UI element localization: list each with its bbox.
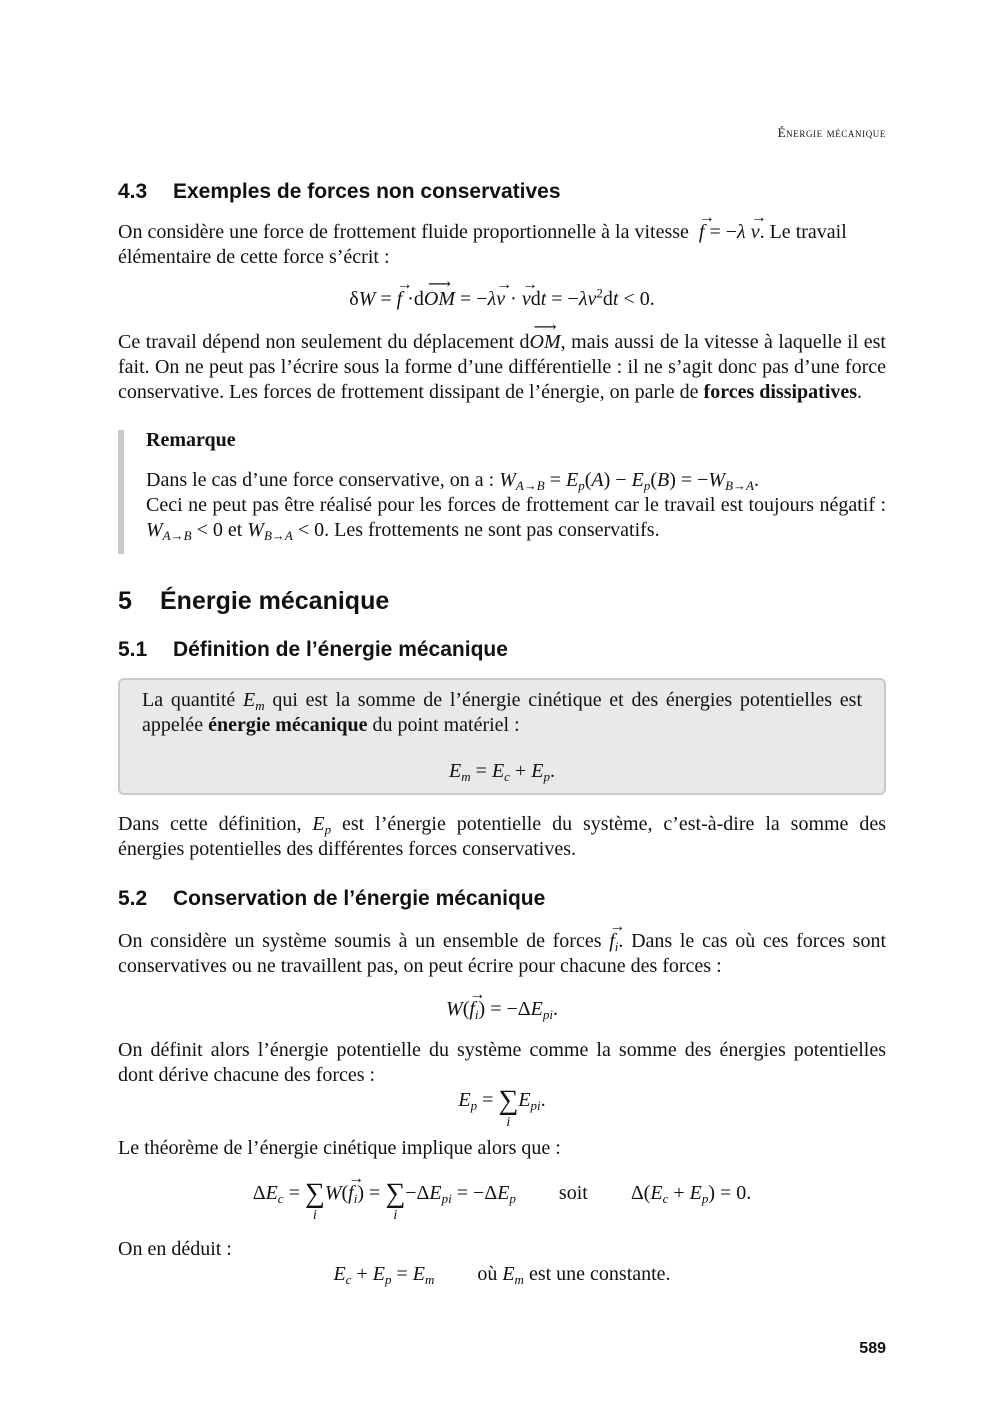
remark-tail-text: . Les frottements ne sont pas conservatifs. [324, 519, 660, 541]
mechanical-energy-term: énergie mécanique [208, 714, 368, 736]
remark-line1 [146, 468, 886, 493]
definition-box [118, 678, 886, 795]
definition-text-end: du point matériel : [372, 714, 520, 736]
section-5-1-title: Définition de l’énergie mécanique [173, 638, 508, 661]
followup-rest: est l’énergie potentielle du système, c’est-à-dire la somme des énergies potentielles des différentes forces conservatives. [118, 813, 887, 860]
paragraph-end: . [857, 381, 863, 403]
displacement-vector: ⟶ OM [530, 330, 561, 355]
non-conservative-paragraph [118, 330, 886, 405]
definition-text-mid: qui est la somme de l’énergie cinétique et des énergies potentielles est appelée [142, 689, 862, 736]
dissipative-forces-term: forces dissipatives [703, 381, 858, 403]
conservation-formula: $E_c + E_p = E_m$ où $E_m$ est une constante. [333, 1263, 671, 1287]
remark-line1-text: Dans le cas d’une force conservative, on a : [146, 469, 495, 491]
intro-text: On considère une force de frottement fluide proportionnelle à la vitesse [118, 221, 689, 243]
section-5-number: 5 [118, 587, 132, 615]
definition-text [142, 688, 862, 738]
elementary-work-formula: δW = → f ·d⟶ OM = −λ→ v · → vdt = $-\lambda v^2dt < 0$. [118, 287, 886, 312]
section-5-1-number: 5.1 [118, 638, 148, 661]
em-symbol: $E_m$ [242, 689, 265, 713]
kinetic-energy-theorem-formula: $\Delta E_c$ = ∑ i $W(\to f_i)$ = ∑ i $-\Delta E_{pi} = -\Delta E_p$ soit $\Delta(E_c + E_p) = 0$. [118, 1181, 886, 1206]
paragraph-text-start: Ce travail dépend non seulement du déplacement d [118, 331, 530, 353]
forces-paragraph-rest: . Dans le cas où ces forces sont conservatives ou ne travaillent pas, on peut écrire pour chacune des forces : [118, 930, 887, 977]
negative-work-formula-2: $W_{B\to A} < 0$ [247, 519, 325, 543]
remark-block [118, 430, 886, 554]
intro-trail: . Le travail [759, 221, 847, 243]
potential-energy-paragraph: On définit alors l’énergie potentielle du système comme la somme des énergies potentielles dont dérive chacune des forces : [118, 1039, 886, 1086]
conservative-work-formula: $W_{A\to B} = E_p(A) - E_p(B) = -W_{B\to A}$. [499, 469, 759, 493]
section-5-title: Énergie mécanique [160, 587, 390, 615]
constant-text: est une constante. [528, 1263, 671, 1285]
soit-word: soit [558, 1182, 588, 1204]
work-potential-formula: $W(\to f_i) = -\Delta E_{pi}$. [118, 997, 886, 1022]
remark-line2 [146, 493, 886, 543]
ou-word: où [477, 1263, 498, 1285]
section-4-3-number: 4.3 [118, 180, 148, 203]
forces-paragraph-start: On considère un système soumis à un ensemble de forces [118, 930, 602, 952]
forces-paragraph [118, 929, 886, 979]
deduction-paragraph: On en déduit : [118, 1238, 232, 1260]
remark-and: et [227, 519, 243, 541]
section-5-2-title: Conservation de l’énergie mécanique [173, 887, 546, 910]
ep-symbol: $E_p$ [312, 813, 332, 837]
friction-force-formula: → f = −λ → v [694, 221, 760, 243]
section-4-3-title: Exemples de forces non conservatives [173, 180, 561, 203]
remark-line2-text: Ceci ne peut pas être réalisé pour les forces de frottement car le travail est toujours négatif : [146, 494, 886, 516]
force-fi-vector: → $f_i$ [609, 930, 618, 952]
section-5-2-number: 5.2 [118, 887, 148, 910]
section-4-3-intro [118, 220, 886, 245]
section-4-3-intro-line2: élémentaire de cette force s’écrit : [118, 246, 390, 268]
mechanical-energy-formula: $E_m = E_c + E_p$. [449, 760, 555, 784]
definition-text-start: La quantité [142, 689, 236, 711]
remark-title: Remarque [146, 429, 236, 451]
paragraph-text-rest: , mais aussi de la vitesse à laquelle il est fait. On ne peut pas l’écrire sous la forme d’une différentielle : il ne s’agit donc pas d’une force conservative. Les forces de frottement dissipant de l’énergie, on parle de [118, 331, 886, 403]
followup-start: Dans cette définition, [118, 813, 302, 835]
running-header: Énergie mécanique [777, 125, 886, 140]
negative-work-formula-1: $W_{A\to B} < 0$ [146, 519, 223, 543]
definition-followup [118, 812, 886, 862]
total-potential-formula: $E_p$ = ∑ i $E_{pi}$. [458, 1085, 546, 1130]
theorem-paragraph: Le théorème de l’énergie cinétique implique alors que : [118, 1137, 561, 1159]
page-number: 589 [859, 1340, 886, 1357]
